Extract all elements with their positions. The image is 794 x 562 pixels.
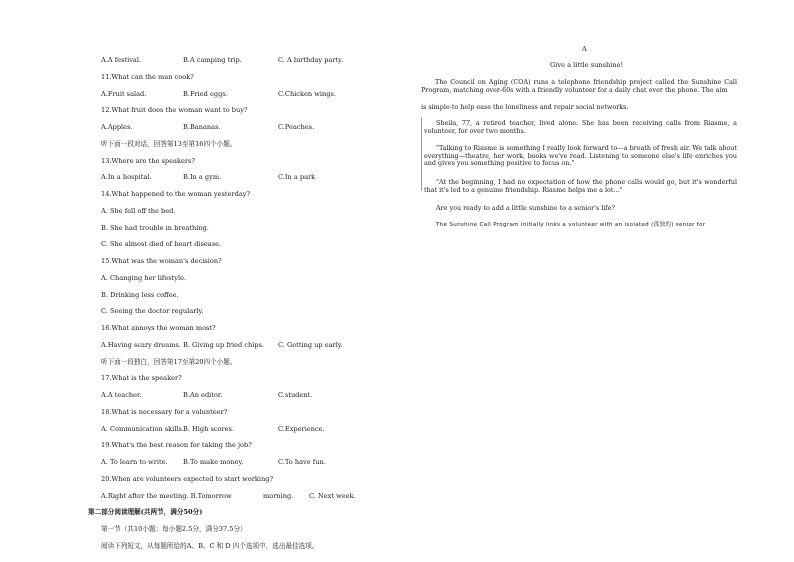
paragraph-3: "Talking to Riasme is something I really look forward to—a breath of fresh air. We talk about everything—theatre, her work, books we've read. Listening to someone else's life enriches you and gives you something positive to focus on." [424, 144, 737, 168]
question-line: 17.What is the speaker? [101, 374, 182, 383]
question-line: A. She fell off the bed. [101, 206, 176, 215]
paragraph-6: The Sunshine Call Program initially links a volunteer with an isolated (孤独的) senior for [436, 222, 706, 228]
paragraph-5: Are you ready to add a little sunshine to a senior's life? [436, 204, 615, 212]
answer-option: B.An editor. [183, 391, 223, 399]
question-line: C. She almost died of heart disease. [101, 240, 222, 249]
passage-letter: A [582, 45, 587, 53]
answer-option: A.Fruit salad. [101, 89, 147, 98]
answer-option: A.A teacher. [101, 391, 142, 399]
answer-option: A.A festival. [101, 56, 142, 64]
question-line: 12.What fruit does the woman want to buy? [101, 106, 248, 115]
question-line: 听下面一段对话，回答第13至第16四个小题。 [101, 139, 237, 148]
answer-option: A. To learn to write. [101, 458, 168, 466]
quote-bar [421, 117, 422, 191]
paragraph-4: "At the beginning, I had no expectation of how the phone calls would go, but it's wonderful that it's led to a genuine friendship. Riasme helps me a lot..." [424, 178, 737, 194]
section-heading: 第二部分阅读理解(共两节，满分50分) [88, 508, 203, 517]
answer-option: A.Right after the meeting. B.Tomorrow [101, 491, 232, 500]
answer-option: B.Fried eggs. [183, 89, 228, 98]
question-line: 16.What annoys the woman most? [101, 324, 216, 332]
answer-option: A.Having scary dreams. [101, 340, 181, 349]
answer-option: A. Communication skills. [101, 424, 184, 433]
answer-option: C.In a park [278, 173, 316, 182]
answer-option: C. A birthday party. [278, 56, 344, 64]
question-line: 听下面一段独白，回答第17至第20四个小题。 [101, 357, 237, 366]
answer-option: B.Bananas. [183, 123, 221, 131]
question-line: 阅读下列短文，从每题所给的A、B、C 和 D 四个选项中，选出最佳选项。 [101, 541, 319, 550]
answer-option: C.To have fun. [278, 458, 326, 466]
passage-title: Give a little sunshine! [550, 61, 624, 69]
answer-option: C. Next week. [309, 491, 356, 500]
answer-option: A.Apples. [101, 123, 133, 131]
answer-option: C. Getting up early. [278, 340, 343, 349]
question-line: C. Seeing the doctor regularly. [101, 307, 204, 316]
question-line: 14.What happened to the woman yesterday? [101, 190, 251, 198]
answer-option: C.Peaches. [278, 123, 315, 131]
paragraph-2: Sheila, 77, a retired teacher, lived alone. She has been receiving calls from Riasme, a volunteer, for over two months. [424, 119, 737, 135]
answer-option: B. Giving up fried chips. [183, 340, 265, 349]
question-line: 15.What was the woman's decision? [101, 257, 222, 265]
question-line: 第一节（共10小题；每小题2.5分，满分37.5分） [101, 525, 247, 533]
answer-option: morning. [263, 491, 294, 500]
answer-option: B.A camping trip. [183, 56, 242, 64]
question-line: 13.Where are the speakers? [101, 156, 195, 165]
answer-option: B.To make money. [183, 458, 244, 466]
answer-option: C.Experience. [278, 424, 325, 433]
question-line: 11.What can the man cook? [101, 72, 194, 81]
answer-option: B.In a gym. [183, 173, 222, 182]
question-line: 20.When are volunteers expected to start working? [101, 474, 273, 483]
question-line: B. She had trouble in breathing. [101, 223, 209, 232]
question-line: A. Changing her lifestyle. [101, 273, 187, 282]
question-line: B. Drinking less coffee. [101, 290, 179, 299]
answer-option: C.student. [278, 391, 313, 399]
question-line: 19.What's the best reason for taking the job? [101, 441, 252, 450]
answer-option: B. High scores. [183, 424, 235, 433]
paragraph-1-end: is simple-to help ease the loneliness and repair social networks. [421, 103, 629, 111]
paragraph-1: The Council on Aging (COA) runs a telephone friendship project called the Sunshine Call Program, matching over-60s with a friendly volunteer for a daily chat over the phone. The aim [421, 78, 737, 94]
answer-option: C.Chicken wings. [278, 89, 336, 98]
answer-option: A.In a hospital. [101, 173, 152, 182]
question-line: 18.What is necessary for a volunteer? [101, 407, 228, 416]
